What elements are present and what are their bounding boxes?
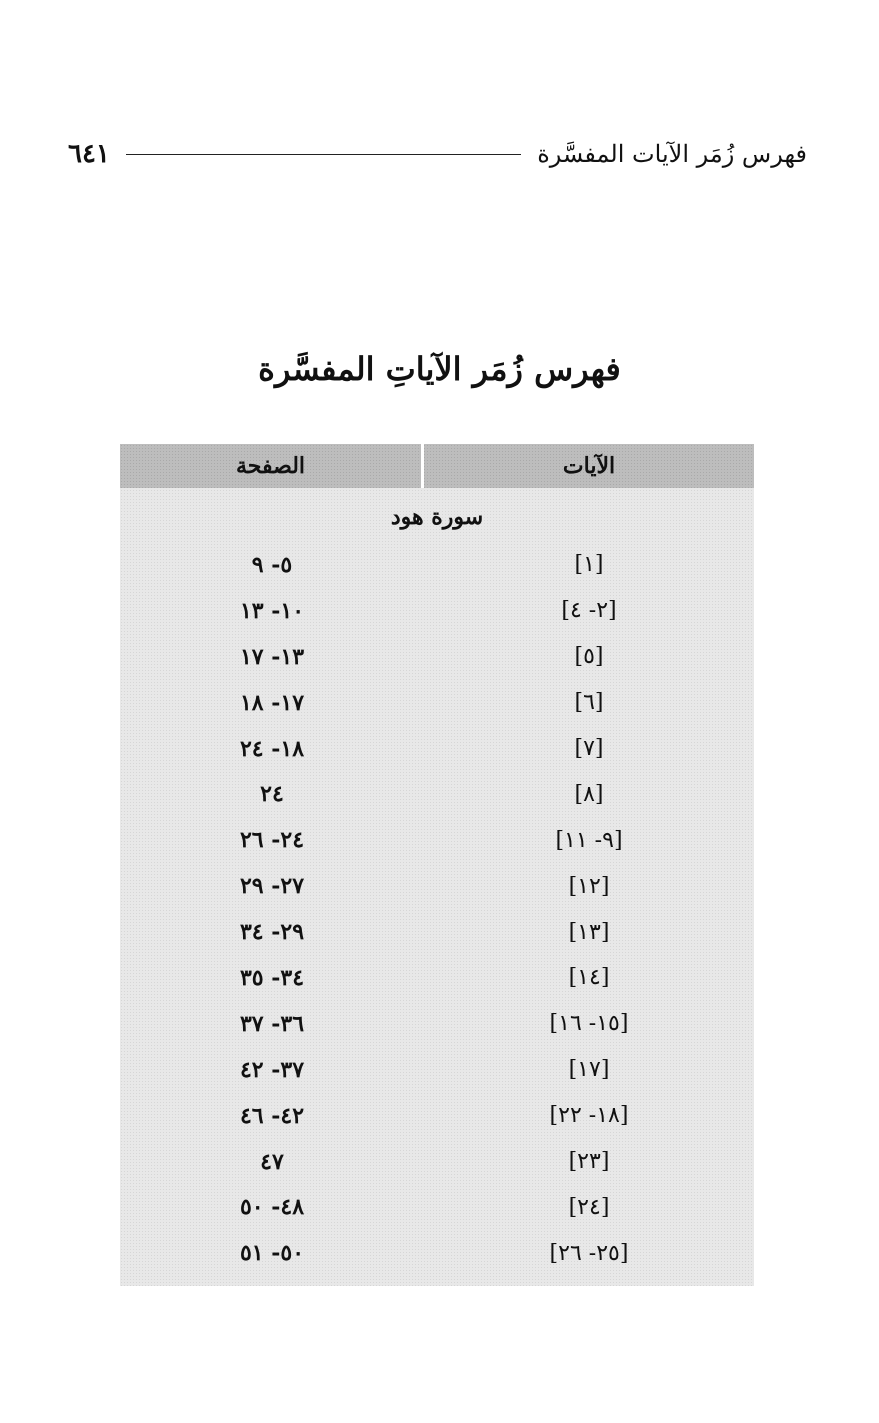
page-number: ٦٤١ (68, 139, 110, 169)
table-row (120, 680, 754, 726)
verses-cell: [١٤] (568, 965, 610, 991)
verses-cell: [١٧] (568, 1057, 610, 1083)
verses-cell: [٢٥- ٢٦] (549, 1240, 629, 1266)
page-cell: ١٧- ١٨ (239, 689, 305, 716)
table-row (120, 955, 754, 1001)
page-cell: ٣٧- ٤٢ (239, 1056, 305, 1083)
verses-cell: [٧] (574, 736, 604, 761)
surah-name: سورة هود (390, 504, 484, 530)
verses-cell: [٨] (574, 781, 604, 807)
verses-column-header: الآيات (421, 444, 754, 488)
table-row (120, 909, 754, 955)
header-rule (126, 154, 521, 155)
table-row (120, 1093, 754, 1139)
verses-cell: [٥] (574, 644, 604, 670)
table-row (120, 1047, 754, 1093)
verses-cell: [٦] (574, 690, 604, 716)
page-cell: ١٠- ١٣ (239, 597, 305, 624)
page-column-header: الصفحة (235, 453, 306, 479)
page-cell: ١٨- ٢٤ (239, 735, 305, 762)
table-body (120, 542, 754, 1276)
page-cell: ٥٠- ٥١ (239, 1240, 305, 1267)
table-row (120, 863, 754, 909)
table-header-row (120, 444, 754, 488)
table-row (120, 634, 754, 680)
table-row (120, 1139, 754, 1185)
index-title: فهرس زُمَر الآياتِ المفسَّرة (258, 350, 621, 388)
verses-cell: [١٣] (568, 919, 610, 945)
table-row (120, 817, 754, 863)
page-cell: ٣٦- ٣٧ (239, 1010, 305, 1037)
page-cell: ٤٧ (260, 1148, 284, 1175)
page-cell: ٤٢- ٤٦ (239, 1102, 305, 1129)
page-cell: ٤٨- ٥٠ (239, 1194, 305, 1221)
table-row (120, 1230, 754, 1276)
table-row (120, 1001, 754, 1047)
verses-cell: [١] (574, 552, 604, 578)
verse-index-table (120, 444, 754, 1286)
verses-cell: [٢- ٤] (561, 598, 617, 624)
page-cell: ٢٤ (260, 781, 284, 808)
table-row (120, 542, 754, 588)
table-row (120, 588, 754, 634)
running-title: فهرس زُمَر الآيات المفسَّرة (537, 140, 807, 168)
page-cell: ٢٤- ٢٦ (239, 827, 305, 854)
page-cell: ٥- ٩ (251, 551, 293, 578)
verses-cell: [٩- ١١] (555, 827, 623, 853)
verses-cell: [١٨- ٢٢] (549, 1103, 629, 1129)
page-cell: ٢٧- ٢٩ (239, 873, 305, 900)
page-cell: ١٣- ١٧ (239, 643, 305, 670)
verses-cell: [٢٣] (568, 1149, 610, 1175)
verses-cell: [٢٤] (568, 1194, 610, 1220)
page-cell: ٢٩- ٣٤ (239, 919, 305, 946)
verses-cell: [١٥- ١٦] (549, 1011, 629, 1037)
table-row (120, 726, 754, 772)
running-header (68, 134, 807, 174)
page-cell: ٣٤- ٣٥ (239, 964, 305, 991)
table-row (120, 1184, 754, 1230)
table-row (120, 771, 754, 817)
verses-cell: [١٢] (568, 873, 610, 899)
